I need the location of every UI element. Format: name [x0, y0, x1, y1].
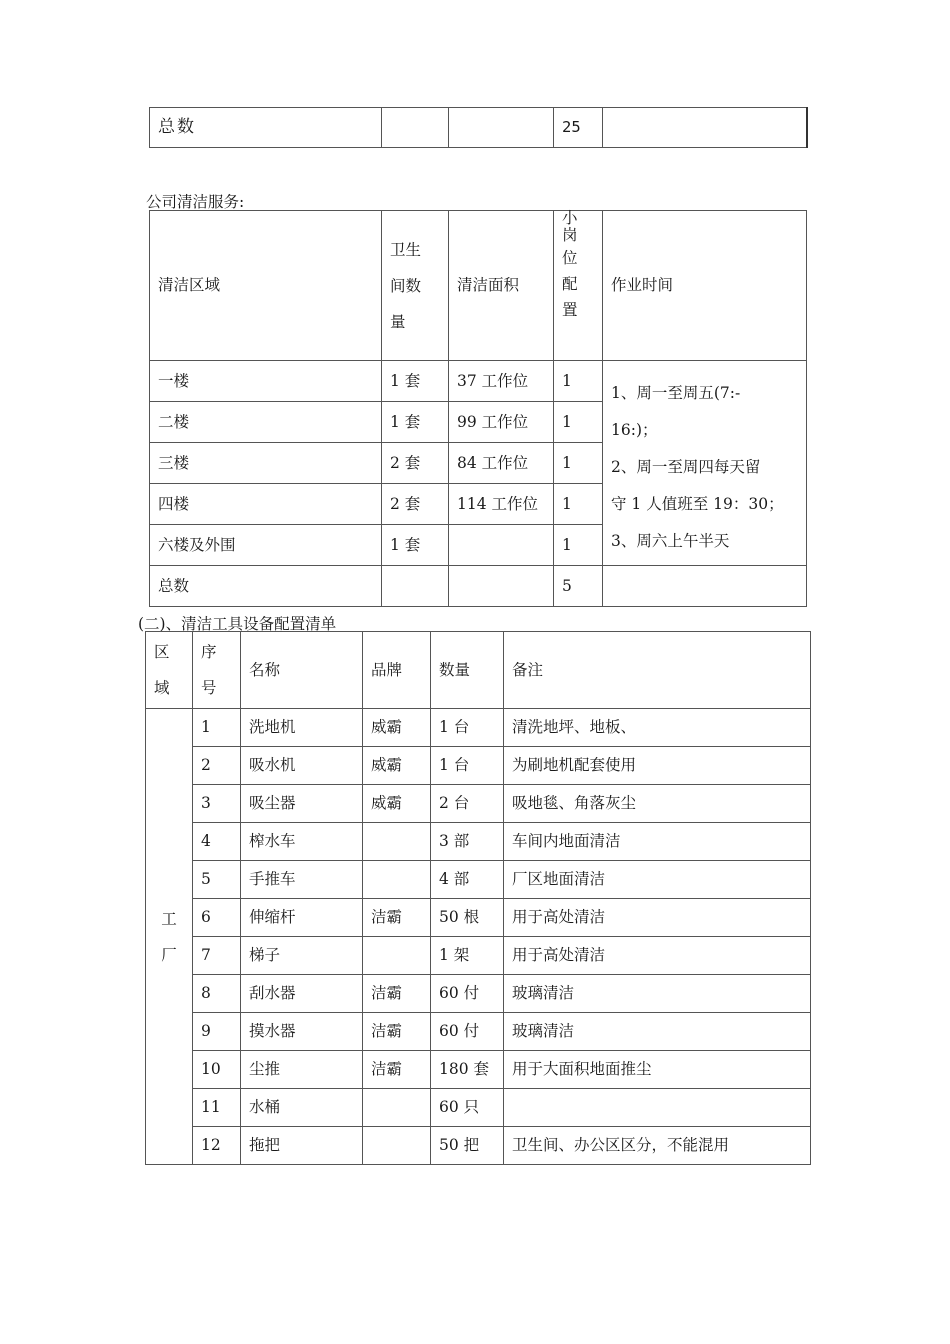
cell-area: 总数 [150, 566, 382, 607]
cell-no: 9 [193, 1013, 241, 1051]
cell-name: 拖把 [241, 1127, 363, 1165]
cell-note: 车间内地面清洁 [504, 823, 811, 861]
header-restroom: 卫生 间数 量 [382, 211, 449, 361]
schedule-line: 3、周六上午半天 [611, 532, 730, 550]
cell-size: 84 工作位 [449, 443, 554, 484]
table-cell [382, 108, 449, 148]
cell-brand: 洁霸 [363, 899, 431, 937]
cell-area: 三楼 [150, 443, 382, 484]
header-note: 备注 [504, 632, 811, 709]
cell-size: 99 工作位 [449, 402, 554, 443]
cell-name: 水桶 [241, 1089, 363, 1127]
cell-note: 吸地毯、角落灰尘 [504, 785, 811, 823]
cell-brand: 洁霸 [363, 975, 431, 1013]
schedule-line: 1、周一至周五(7:- [611, 384, 741, 402]
header-brand: 品牌 [363, 632, 431, 709]
cell-restroom: 2 套 [382, 484, 449, 525]
cell-no: 4 [193, 823, 241, 861]
table-header-row [146, 632, 811, 709]
table-row [146, 937, 811, 975]
cell-area: 六楼及外围 [150, 525, 382, 566]
cell-staff: 5 [554, 566, 603, 607]
table-row [146, 1089, 811, 1127]
table-row [146, 1051, 811, 1089]
header-staff: 小 岗 位 配 置 [554, 211, 603, 361]
table-cell [603, 108, 807, 148]
table-row [146, 861, 811, 899]
cell-qty: 4 部 [431, 861, 504, 899]
cell-brand [363, 861, 431, 899]
cell-note [504, 1089, 811, 1127]
cell-qty: 3 部 [431, 823, 504, 861]
cell-qty: 50 根 [431, 899, 504, 937]
total-label: 总数 [150, 108, 382, 148]
table-row [150, 361, 807, 402]
schedule-cell [603, 361, 807, 566]
table-row [146, 709, 811, 747]
cell-no: 5 [193, 861, 241, 899]
equipment-table [145, 631, 811, 1165]
cell-name: 伸缩杆 [241, 899, 363, 937]
cell-no: 3 [193, 785, 241, 823]
area-factory-cell: 工 厂 [146, 709, 193, 1165]
cleaning-service-table [149, 210, 807, 607]
cell-no: 10 [193, 1051, 241, 1089]
cell-area: 二楼 [150, 402, 382, 443]
table-row [146, 899, 811, 937]
cell-staff: 1 [554, 443, 603, 484]
cell-qty: 60 付 [431, 975, 504, 1013]
cell-name: 摸水器 [241, 1013, 363, 1051]
header-area: 清洁区域 [150, 211, 382, 361]
cell-no: 2 [193, 747, 241, 785]
cell-no: 12 [193, 1127, 241, 1165]
cell-no: 11 [193, 1089, 241, 1127]
cell-qty: 2 台 [431, 785, 504, 823]
cell-note: 用于高处清洁 [504, 937, 811, 975]
schedule-line: 16:)； [611, 421, 658, 439]
cell-restroom [382, 566, 449, 607]
table-row [146, 1127, 811, 1165]
cell-name: 吸尘器 [241, 785, 363, 823]
cell-qty: 1 台 [431, 709, 504, 747]
table-row [146, 785, 811, 823]
cell-qty: 1 架 [431, 937, 504, 975]
table-row [150, 108, 807, 148]
header-work-time: 作业时间 [603, 211, 807, 361]
section-title-equipment-list: (二)、清洁工具设备配置清单 [138, 615, 337, 633]
cell-note: 为刷地机配套使用 [504, 747, 811, 785]
cell-brand: 威霸 [363, 709, 431, 747]
cell-name: 吸水机 [241, 747, 363, 785]
cell-staff: 1 [554, 361, 603, 402]
total-value: 25 [554, 108, 603, 148]
header-area: 区 域 [146, 632, 193, 709]
table-row [146, 747, 811, 785]
header-qty: 数量 [431, 632, 504, 709]
cell-qty: 60 付 [431, 1013, 504, 1051]
cell-size: 37 工作位 [449, 361, 554, 402]
cell-brand: 威霸 [363, 747, 431, 785]
cell-brand [363, 1089, 431, 1127]
table-cell [449, 108, 554, 148]
cell-name: 刮水器 [241, 975, 363, 1013]
section-title-cleaning-service: 公司清洁服务: [146, 193, 245, 211]
cell-brand [363, 1127, 431, 1165]
schedule-line: 守 1 人值班至 19：30； [611, 495, 784, 513]
cell-size: 114 工作位 [449, 484, 554, 525]
cell-name: 梯子 [241, 937, 363, 975]
cell-no: 7 [193, 937, 241, 975]
cell-qty: 60 只 [431, 1089, 504, 1127]
cell-qty: 50 把 [431, 1127, 504, 1165]
cell-name: 手推车 [241, 861, 363, 899]
cell-note: 厂区地面清洁 [504, 861, 811, 899]
cell-no: 6 [193, 899, 241, 937]
cell-note: 用于大面积地面推尘 [504, 1051, 811, 1089]
total-summary-table [149, 107, 808, 148]
cell-brand: 洁霸 [363, 1013, 431, 1051]
cell-staff: 1 [554, 402, 603, 443]
cell-qty: 1 台 [431, 747, 504, 785]
cell-size [449, 566, 554, 607]
cell-qty: 180 套 [431, 1051, 504, 1089]
cell-no: 8 [193, 975, 241, 1013]
cell-note: 玻璃清洁 [504, 975, 811, 1013]
schedule-line: 2、周一至周四每天留 [611, 458, 761, 476]
cell-empty [603, 566, 807, 607]
cell-brand [363, 823, 431, 861]
cell-note: 用于高处清洁 [504, 899, 811, 937]
cell-restroom: 2 套 [382, 443, 449, 484]
cell-staff: 1 [554, 484, 603, 525]
table-row [146, 823, 811, 861]
cell-name: 榨水车 [241, 823, 363, 861]
cell-note: 玻璃清洁 [504, 1013, 811, 1051]
cell-note: 卫生间、办公区区分，不能混用 [504, 1127, 811, 1165]
cell-area: 四楼 [150, 484, 382, 525]
header-cleaning-area: 清洁面积 [449, 211, 554, 361]
table-row [146, 1013, 811, 1051]
cell-no: 1 [193, 709, 241, 747]
cell-note: 清洗地坪、地板、 [504, 709, 811, 747]
header-name: 名称 [241, 632, 363, 709]
cell-brand [363, 937, 431, 975]
header-no: 序 号 [193, 632, 241, 709]
cell-staff: 1 [554, 525, 603, 566]
cell-restroom: 1 套 [382, 525, 449, 566]
cell-name: 洗地机 [241, 709, 363, 747]
cell-area: 一楼 [150, 361, 382, 402]
table-row [150, 566, 807, 607]
cell-restroom: 1 套 [382, 361, 449, 402]
cell-name: 尘推 [241, 1051, 363, 1089]
table-row [146, 975, 811, 1013]
cell-size [449, 525, 554, 566]
cell-brand: 威霸 [363, 785, 431, 823]
cell-brand: 洁霸 [363, 1051, 431, 1089]
cell-restroom: 1 套 [382, 402, 449, 443]
table-header-row [150, 211, 807, 361]
